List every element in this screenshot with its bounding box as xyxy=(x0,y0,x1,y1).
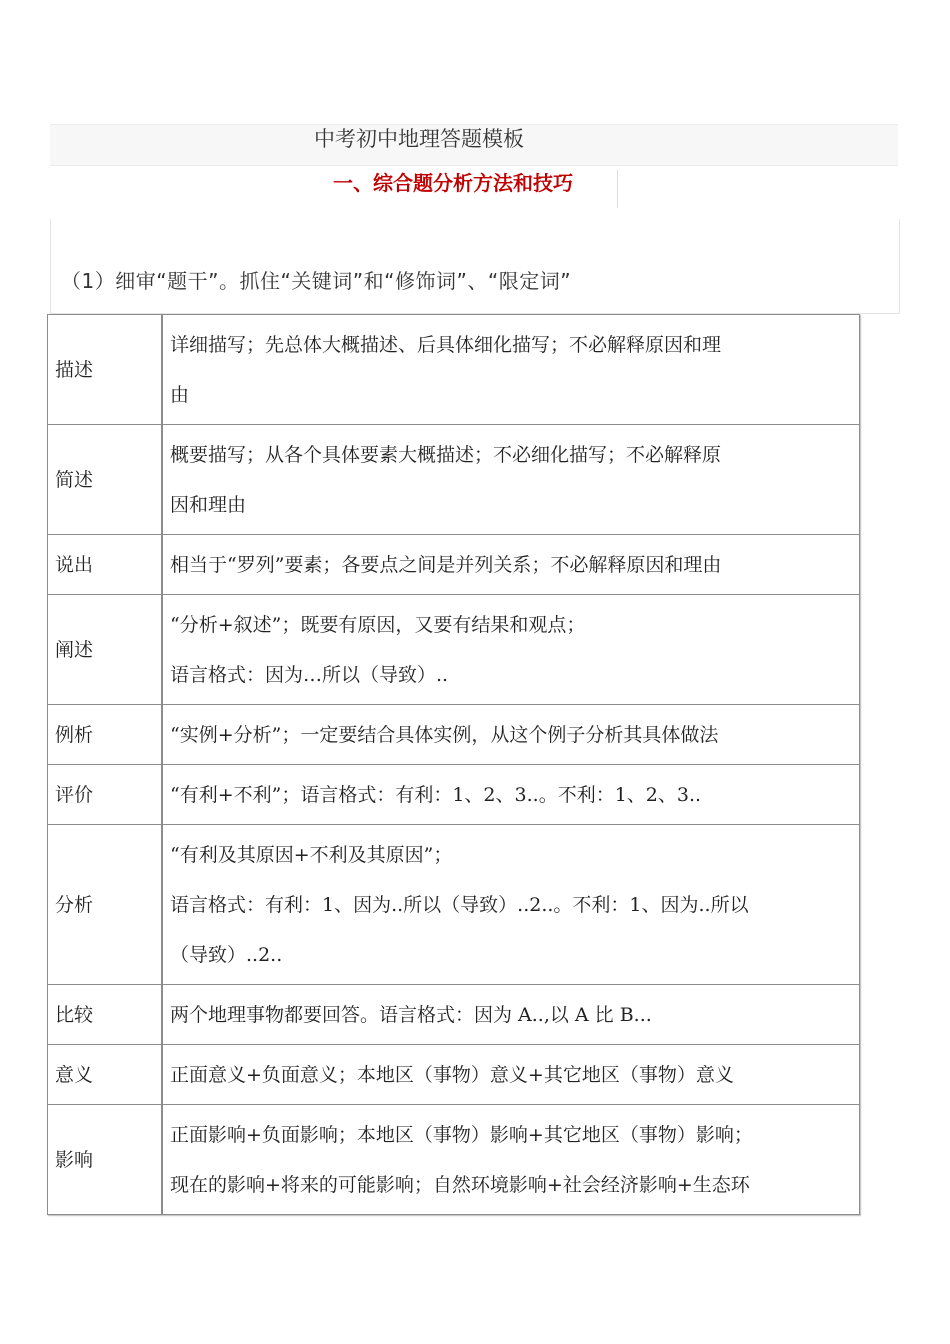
term-table xyxy=(47,314,860,1215)
description-line: 详细描写；先总体大概描述、后具体细化描写；不必解释原因和理 xyxy=(170,333,722,356)
term-cell: 阐述 xyxy=(48,595,163,705)
description-line: “分析+叙述”；既要有原因，又要有结果和观点； xyxy=(170,613,586,636)
description-cell xyxy=(162,595,860,705)
term-cell: 影响 xyxy=(48,1105,163,1215)
term-cell: 意义 xyxy=(48,1045,163,1105)
description-line: 相当于“罗列”要素；各要点之间是并列关系；不必解释原因和理由 xyxy=(170,553,722,576)
table-row xyxy=(48,985,860,1045)
description-line: “有利及其原因+不利及其原因”； xyxy=(170,843,453,866)
description-cell xyxy=(162,425,860,535)
description-line: （导致）..2.. xyxy=(170,943,283,966)
table-row xyxy=(48,535,860,595)
description-line: 语言格式：因为…所以（导致）.. xyxy=(170,663,449,686)
description-cell xyxy=(162,315,860,425)
description-line: 因和理由 xyxy=(170,493,247,516)
description-line: 正面影响+负面影响；本地区（事物）影响+其它地区（事物）影响； xyxy=(170,1123,753,1146)
table-row xyxy=(48,1045,860,1105)
table-row xyxy=(48,425,860,535)
description-cell xyxy=(162,705,860,765)
description-line: 语言格式：有利：1、因为..所以（导致）..2..。不利：1、因为..所以 xyxy=(170,893,749,916)
description-line: 现在的影响+将来的可能影响；自然环境影响+社会经济影响+生态环 xyxy=(170,1173,750,1196)
term-cell: 例析 xyxy=(48,705,163,765)
description-cell xyxy=(162,985,860,1045)
description-cell xyxy=(162,825,860,985)
term-cell: 比较 xyxy=(48,985,163,1045)
term-cell: 简述 xyxy=(48,425,163,535)
description-line: 由 xyxy=(170,383,190,406)
description-cell xyxy=(162,1105,860,1215)
description-line: 概要描写；从各个具体要素大概描述；不必细化描写；不必解释原 xyxy=(170,443,722,466)
term-cell: 分析 xyxy=(48,825,163,985)
description-cell xyxy=(162,765,860,825)
description-cell xyxy=(162,1045,860,1105)
subsection-title: （1）细审“题干”。抓住“关键词”和“修饰词”、“限定词” xyxy=(61,269,572,293)
section-divider xyxy=(617,170,618,208)
table-row xyxy=(48,765,860,825)
term-cell: 描述 xyxy=(48,315,163,425)
table-row xyxy=(48,705,860,765)
term-cell: 评价 xyxy=(48,765,163,825)
description-line: “有利+不利”；语言格式：有利：1、2、3..。不利：1、2、3.. xyxy=(170,783,702,806)
term-cell: 说出 xyxy=(48,535,163,595)
description-cell xyxy=(162,535,860,595)
description-line: 两个地理事物都要回答。语言格式：因为 A..,以 A 比 B... xyxy=(170,1003,652,1026)
section-title: 一、综合题分析方法和技巧 xyxy=(333,171,573,195)
document-title: 中考初中地理答题模板 xyxy=(314,127,524,151)
description-line: 正面意义+负面意义；本地区（事物）意义+其它地区（事物）意义 xyxy=(170,1063,734,1086)
table-row xyxy=(48,1105,860,1215)
description-line: “实例+分析”；一定要结合具体实例，从这个例子分析其具体做法 xyxy=(170,723,719,746)
table-row xyxy=(48,595,860,705)
table-row xyxy=(48,315,860,425)
table-row xyxy=(48,825,860,985)
